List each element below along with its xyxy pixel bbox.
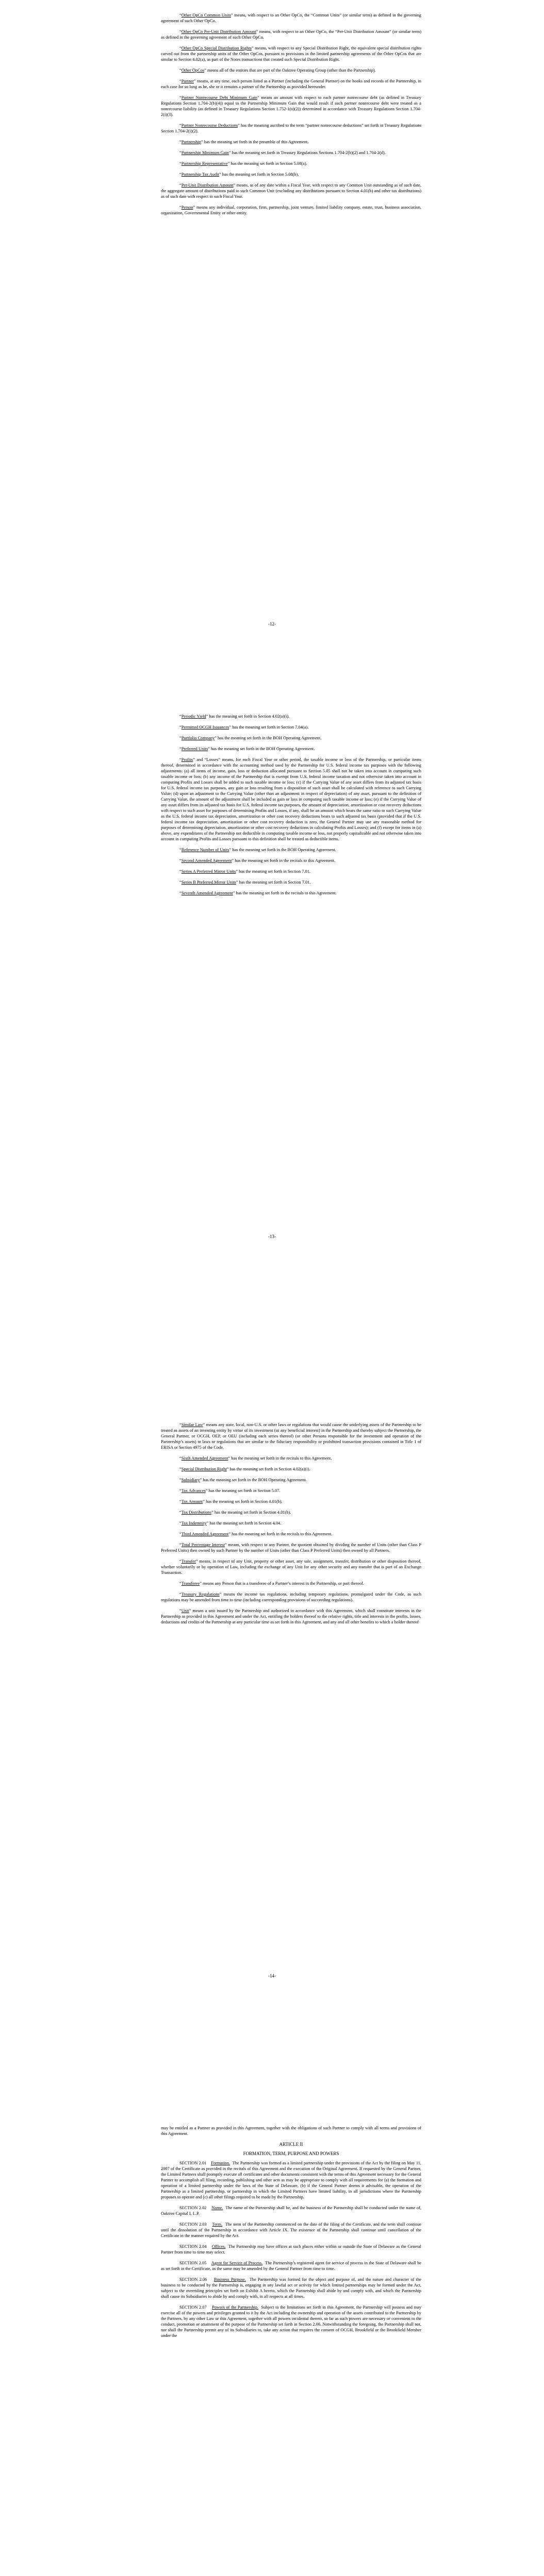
definition: “Sixth Amended Agreement” has the meaning set forth in the recitals to this Agreement. xyxy=(179,1456,332,1461)
definition: “Similar Law” means any state, local, non-U.S. or other laws or regulations that would cause the underlying assets of the Partnership to be treated as assets of an investing entity by virtue of its investment (or any beneficial interest) in the Partnership and thereby subject the Partnership, the General Partner, or OCGH, OEP, or OEU (including each series thereof) (or other Persons responsible for the investment and operation of the Partnership’s assets) to laws or regulations that are similar to the fiduciary responsibility or prohibited transaction provisions contained in Title 1 of ERISA or Section 4975 of the Code. xyxy=(161,1422,421,1450)
section: SECTION 2.07 Powers of the Partnership. Subject to the limitations set forth in this Agreement, the Partnership will possess and may exercise all of the powers and privileges granted to it by the Act including the ownership and operation of the assets contributed to the Partnership by the Partners, by any other Law or this Agreement, together with all powers incidental thereto, so far as such powers are necessary or convenient to the conduct, promotion or attainment of the purpose of the Partnership set forth in Section 2.06. Notwithstanding the foregoing, the Partnership shall not, nor shall the Partnership permit any of its Subsidiaries to, take any action that requires the consent of OCGH, Brookfield or the Brookfield Member under the xyxy=(161,2305,422,2338)
article-title: FORMATION, TERM, PURPOSE AND POWERS xyxy=(243,2151,339,2156)
page-number: -12- xyxy=(268,621,276,626)
definition: “Partnership” has the meaning set forth in the preamble of this Agreement. xyxy=(179,140,309,144)
definition: “Tax Amount” has the meaning set forth in Section 4.01(b). xyxy=(179,1499,283,1504)
definition: “Portfolio Company” has the meaning set forth in the BOH Operating Agreement. xyxy=(179,736,322,740)
definition: “Transferee” means any Person that is a transferee of a Partner’s interest in the Partnership, or part thereof. xyxy=(179,1581,364,1586)
article-number: ARTICLE II xyxy=(279,2142,303,2147)
page-12 xyxy=(0,0,544,701)
definition: “Transfer” means, in respect of any Unit, property or other asset, any sale, assignment, transfer, distribution or other disposition thereof, whether voluntarily or by operation of Law, including the exchange of any Unit for any other security and any transfer that is part of an Exchange Transaction. xyxy=(161,1559,421,1575)
definition: “Tax Advances” has the meaning set forth in Section 5.07. xyxy=(179,1488,281,1493)
definitions-list xyxy=(161,1422,421,1630)
definition: “Periodic Yield” has the meaning set forth in Section 4.02(a)(i). xyxy=(179,714,290,719)
section: SECTION 2.04 Offices. The Partnership may have offices at such places either within or outside the State of Delaware as the General Partner from time to time may select. xyxy=(161,2244,421,2255)
definition: “Subsidiary” has the meaning set forth in the BOH Operating Agreement. xyxy=(179,1478,307,1482)
section: SECTION 2.01 Formation. The Partnership was formed as a limited partnership under the provisions of the Act by the filing on May 11, 2007 of the Certificate as provided in the recitals of this Agreement and the execution of the Original Agreement. If requested by the General Partner, the Limited Partners shall promptly execute all certificates and other documents consistent with the terms of this Agreement necessary for the General Partner to accomplish all filing, recording, publishing and other acts as may be appropriate to comply with all requirements for (a) the formation and operation of a limited partnership under the laws of the State of Delaware, (b) if the General Partner deems it advisable, the operation of the Partnership as a limited partnership, or partnership in which the Limited Partners have limited liability, in all jurisdictions where the Partnership proposes to operate and (c) all other filings required to be made by the Partnership. xyxy=(161,2161,421,2199)
definition: “Reference Number of Units” has the meaning set forth in the BOH Operating Agreement. xyxy=(179,848,336,852)
definition: “Unit” means a unit issued by the Partnership and authorized in accordance with this Agreement, which shall constitute interests in the Partnership as provided in this Agreement and under the Act, entitling the holders thereof to the relative rights, title and interests in the profits, losses, deductions and credits of the Partnership at any particular time as set forth in this Agreement, and any and all other benefits to which a holder thereof xyxy=(161,1608,421,1624)
definition: “Profits” and “Losses” means, for each Fiscal Year or other period, the taxable income or loss of the Partnership, or particular items thereof, determined in accordance with the accounting method used by the Partnership for U.S. federal income tax purposes with the following adjustments: (a) all items of income, gain, loss or deduction allocated pursuant to Section 5.05 shall not be taken into account in computing such taxable income or loss; (b) any income of the Partnership that is exempt from U.S. federal income taxation and not otherwise taken into account in computing Profits and Losses shall be added to such taxable income or loss; (c) if the Carrying Value of any asset differs from its adjusted tax basis for U.S. federal income tax purposes, any gain or loss resulting from a disposition of such asset shall be calculated with reference to such Carrying Value; (d) upon an adjustment to the Carrying Value (other than an adjustment in respect of depreciation) of any asset, pursuant to the definition of Carrying Value, the amount of the adjustment shall be included as gain or loss in computing such taxable income or loss; (e) if the Carrying Value of any asset differs from its adjusted tax basis for U.S. federal income tax purposes, the amount of depreciation, amortization or cost recovery deductions with respect to such asset for purposes of determining Profits and Losses, if any, shall be an amount which bears the same ratio to such Carrying Value as the U.S. federal income tax depreciation, amortization or other cost recovery deductions bears to such adjusted tax basis (provided that if the U.S. federal income tax depreciation, amortization or other cost recovery deduction is zero, the General Partner may use any reasonable method for purposes of determining depreciation, amortization or other cost recovery deductions in calculating Profits and Losses); and (f) except for items in (a) above, any expenditures of the Partnership not deductible in computing taxable income or loss, not properly capitalizable and not otherwise taken into account in computing Profits and Losses pursuant to this definition shall be treated as deductible items. xyxy=(161,757,421,841)
page-number: -13- xyxy=(268,1234,276,1239)
definition: “Treasury Regulations” means the income tax regulations, including temporary regulations, promulgated under the Code, as such regulations may be amended from time to time (including corresponding provisions of succeeding regulations). xyxy=(161,1592,422,1602)
definition: “Partnership Minimum Gain” has the meaning set forth in Treasury Regulations Sections 1.704-2(b)(2) and 1.704-2(d). xyxy=(179,150,386,155)
definition: “Partnership Tax Audit” has the meaning set forth in Section 5.08(b). xyxy=(179,172,299,177)
definition: “Partner Nonrecourse Deductions” has the meaning ascribed to the term “partner nonrecourse deductions” set forth in Treasury Regulations Section 1.704-2(i)(2). xyxy=(161,123,421,133)
definition: “Second Amended Agreement” has the meaning set forth in the recitals to this Agreement. xyxy=(179,858,336,863)
definition: “Preferred Units” has the meaning set forth in the BOH Operating Agreement. xyxy=(179,747,315,751)
definition: “Permitted OCGH Issuances” has the meaning set forth in Section 7.04(a). xyxy=(179,725,309,730)
section: SECTION 2.05 Agent for Service of Process. The Partnership’s registered agent for service of process in the State of Delaware shall be as set forth in the Certificate, as the same may be amended by the General Partner from time to time. xyxy=(161,2261,422,2271)
definition: “Partnership Representative” has the meaning set forth in Section 5.08(a). xyxy=(179,161,307,166)
definition: “Series B Preferred Mirror Units” has the meaning set forth in Section 7.01. xyxy=(179,880,311,885)
page-15 xyxy=(0,2110,544,2576)
article-content xyxy=(161,2125,421,2344)
page-number: -14- xyxy=(268,1973,276,1978)
definition: “Other OpCos” means all of the entities that are part of the Oaktree Operating Group (other than the Partnership). xyxy=(179,68,376,73)
definition: “Tax Indemnity” has the meaning set forth in Section 4.04. xyxy=(179,1521,282,1526)
section: SECTION 2.03 Term. The term of the Partnership commenced on the date of the filing of the Certificate, and the term shall continue until the dissolution of the Partnership in accordance with Article IX. The existence of the Partnership shall continue until cancellation of the Certificate in the manner required by the Act. xyxy=(161,2222,422,2238)
page-13 xyxy=(0,703,544,1406)
definition: “Series A Preferred Mirror Units” has the meaning set forth in Section 7.01. xyxy=(179,869,310,874)
section: SECTION 2.02 Name. The name of the Partnership shall be, and the business of the Partnership shall be conducted under the name of, Oaktree Capital I, L.P. xyxy=(161,2206,422,2216)
definitions-list xyxy=(161,12,421,221)
definition: “Tax Distributions” has the meaning set forth in Section 4.01(b). xyxy=(179,1510,291,1515)
continuation-text: may be entitled as a Partner as provided in this Agreement, together with the obligations of such Partner to comply with all terms and provisions of this Agreement. xyxy=(161,2126,421,2136)
page-14 xyxy=(0,1406,544,2110)
definition: “Seventh Amended Agreement” has the meaning set forth in the recitals to this Agreement. xyxy=(179,891,337,895)
definition: “Partner Nonrecourse Debt Minimum Gain” means an amount with respect to each partner nonrecourse debt (as defined in Treasury Regulations Section 1.704-2(b)(4)) equal to the Partnership Minimum Gain that would result if such partner nonrecourse debt were treated as a nonrecourse liability (as defined in Treasury Regulations Section 1.752-1(a)(2)) determined in accordance with Treasury Regulations Section 1.704-2(i)(3). xyxy=(161,95,421,117)
definition: “Partner” means, at any time, each person listed as a Partner (including the General Partner) on the books and records of the Partnership, in each case for so long as he, she or it remains a partner of the Partnership as provided hereunder. xyxy=(161,79,421,89)
definition: “Total Percentage Interest” means, with respect to any Partner, the quotient obtained by dividing the number of Units (other than Class P Preferred Units) then owned by such Partner by the number of Units (other than Class P Preferred Units) then owned by all Partners. xyxy=(161,1543,422,1553)
definition: “Other OpCo Common Units” means, with respect to an Other OpCo, the “Common Units” (or similar term) as defined in the governing agreement of such Other OpCo. xyxy=(161,13,421,23)
definition: “Third Amended Agreement” has the meaning set forth in the recitals to this Agreement. xyxy=(179,1532,333,1536)
definition: “Person” means any individual, corporation, firm, partnership, joint venture, limited liability company, estate, trust, business association, organization, Governmental Entity or other entity. xyxy=(161,205,421,215)
definition: “Per-Unit Distribution Amount” means, as of any date within a Fiscal Year, with respect to any Common Unit outstanding as of such date, the aggregate amount of distributions paid to such Common Unit (excluding any distributions pursuant to Section 4.01(b) and other tax distributions) as of such date with respect to such Fiscal Year. xyxy=(161,183,421,199)
definition: “Other OpCo Special Distribution Rights” means, with respect to any Special Distribution Right, the equivalent special distribution rights carved out from the partnership units of the Other OpCos, pursuant to provisions in the limited partnership agreements of the Other OpCos that are similar to Section 4.02(a), as part of the Notes transactions that created such Special Distribution Right. xyxy=(161,46,421,62)
definitions-list xyxy=(161,714,421,901)
definition: “Special Distribution Right” has the meaning set forth in Section 4.02(a)(i). xyxy=(179,1467,310,1471)
section: SECTION 2.06 Business Purpose. The Partnership was formed for the object and purpose of, and the nature and character of the business to be conducted by the Partnership is, engaging in any lawful act or activity for which limited partnerships may be formed under the Act, subject to the overriding principles set forth on Exhibit A hereto, which the Partnership shall abide by and comply with, and which the Partnership shall cause its Subsidiaries to abide by and comply with, in all respects at all times. xyxy=(161,2277,421,2299)
definition: “Other OpCo Per-Unit Distribution Amount” means, with respect to an Other OpCo, the “Per-Unit Distribution Amount” (or similar term) as defined in the governing agreement of such Other OpCo. xyxy=(161,29,421,40)
